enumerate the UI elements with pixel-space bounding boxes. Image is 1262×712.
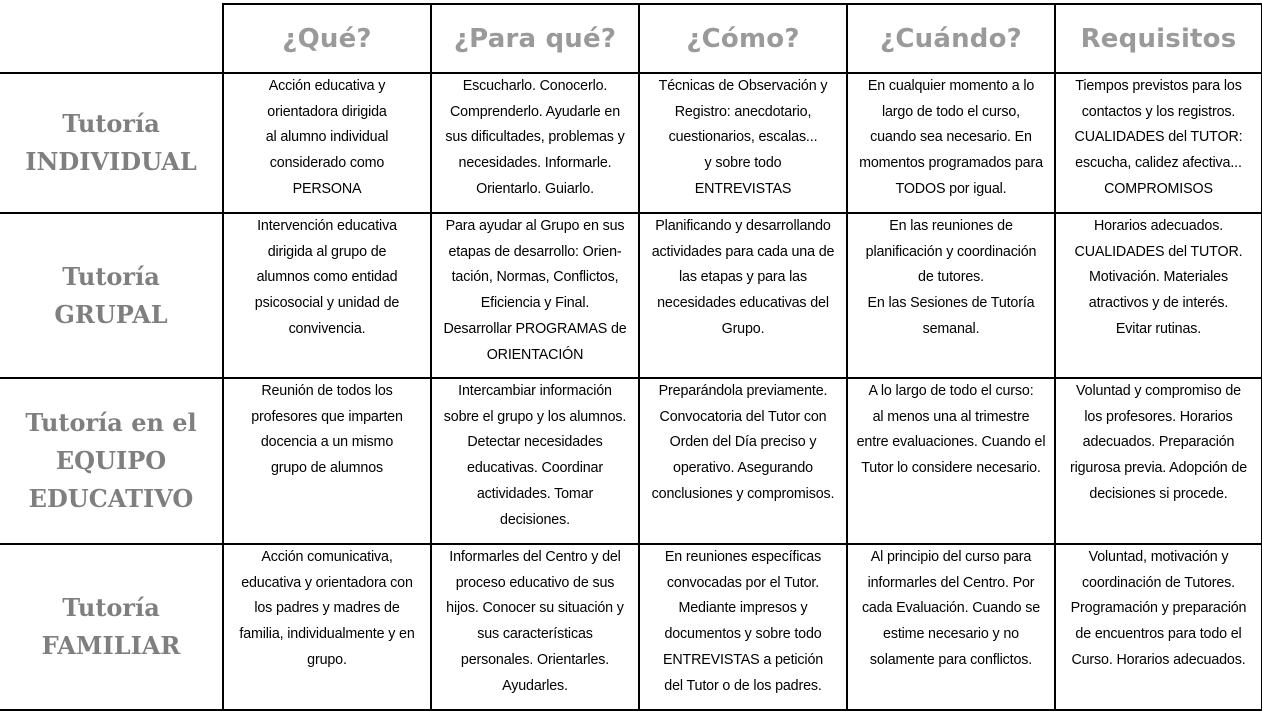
cell-equipo-que: Reunión de todos los profesores que imparten docencia a un mismo grupo de alumnos xyxy=(223,378,431,544)
column-header-que: ¿Qué? xyxy=(223,4,431,73)
row-equipo-educativo xyxy=(0,378,1262,544)
row-familiar xyxy=(0,544,1262,710)
row-header-equipo-educativo: Tutoría en el EQUIPO EDUCATIVO xyxy=(0,378,223,544)
row-header-familiar: Tutoría FAMILIAR xyxy=(0,544,223,710)
cell-grupal-cuando: En las reuniones de planificación y coordinación de tutores. En las Sesiones de Tutoría semanal. xyxy=(847,213,1055,378)
cell-familiar-requisitos: Voluntad, motivación y coordinación de Tutores. Programación y preparación de encuentros para todo el Curso. Horarios adecuados. xyxy=(1055,544,1262,710)
cell-individual-como: Técnicas de Observación y Registro: anecdotario, cuestionarios, escalas... y sobre todo ENTREVISTAS xyxy=(639,73,847,213)
cell-familiar-cuando: Al principio del curso para informarles del Centro. Por cada Evaluación. Cuando se estime necesario y no solamente para conflictos. xyxy=(847,544,1055,710)
cell-familiar-para-que: Informarles del Centro y del proceso educativo de sus hijos. Conocer su situación y sus características personales. Orientarles. Ayudarles. xyxy=(431,544,639,710)
cell-grupal-que: Intervención educativa dirigida al grupo de alumnos como entidad psicosocial y unidad de convivencia. xyxy=(223,213,431,378)
corner-cell xyxy=(0,4,223,73)
column-header-como: ¿Cómo? xyxy=(639,4,847,73)
tutoring-table xyxy=(0,3,1262,711)
column-header-cuando: ¿Cuándo? xyxy=(847,4,1055,73)
row-header-individual: Tutoría INDIVIDUAL xyxy=(0,73,223,213)
cell-grupal-requisitos: Horarios adecuados. CUALIDADES del TUTOR. Motivación. Materiales atractivos y de interés. Evitar rutinas. xyxy=(1055,213,1262,378)
column-header-para-que: ¿Para qué? xyxy=(431,4,639,73)
cell-individual-cuando: En cualquier momento a lo largo de todo el curso, cuando sea necesario. En momentos programados para TODOS por igual. xyxy=(847,73,1055,213)
row-header-grupal: Tutoría GRUPAL xyxy=(0,213,223,378)
row-grupal xyxy=(0,213,1262,378)
cell-grupal-para-que: Para ayudar al Grupo en sus etapas de desarrollo: Orien- tación, Normas, Conflictos, Eficiencia y Final. Desarrollar PROGRAMAS de ORIENTACIÓN xyxy=(431,213,639,378)
cell-familiar-como: En reuniones específicas convocadas por el Tutor. Mediante impresos y documentos y sobre todo ENTREVISTAS a petición del Tutor o de los padres. xyxy=(639,544,847,710)
cell-equipo-requisitos: Voluntad y compromiso de los profesores. Horarios adecuados. Preparación rigurosa previa. Adopción de decisiones si procede. xyxy=(1055,378,1262,544)
column-header-requisitos: Requisitos xyxy=(1055,4,1262,73)
cell-equipo-cuando: A lo largo de todo el curso: al menos una al trimestre entre evaluaciones. Cuando el Tutor lo considere necesario. xyxy=(847,378,1055,544)
cell-individual-requisitos: Tiempos previstos para los contactos y los registros. CUALIDADES del TUTOR: escucha, calidez afectiva... COMPROMISOS xyxy=(1055,73,1262,213)
cell-equipo-para-que: Intercambiar información sobre el grupo y los alumnos. Detectar necesidades educativas. Coordinar actividades. Tomar decisiones. xyxy=(431,378,639,544)
header-row xyxy=(0,4,1262,73)
cell-familiar-que: Acción comunicativa, educativa y orientadora con los padres y madres de familia, individualmente y en grupo. xyxy=(223,544,431,710)
cell-grupal-como: Planificando y desarrollando actividades para cada una de las etapas y para las necesidades educativas del Grupo. xyxy=(639,213,847,378)
cell-equipo-como: Preparándola previamente. Convocatoria del Tutor con Orden del Día preciso y operativo. Asegurando conclusiones y compromisos. xyxy=(639,378,847,544)
row-individual xyxy=(0,73,1262,213)
cell-individual-que: Acción educativa y orientadora dirigida al alumno individual considerado como PERSONA xyxy=(223,73,431,213)
cell-individual-para-que: Escucharlo. Conocerlo. Comprenderlo. Ayudarle en sus dificultades, problemas y necesidades. Informarle. Orientarlo. Guiarlo. xyxy=(431,73,639,213)
